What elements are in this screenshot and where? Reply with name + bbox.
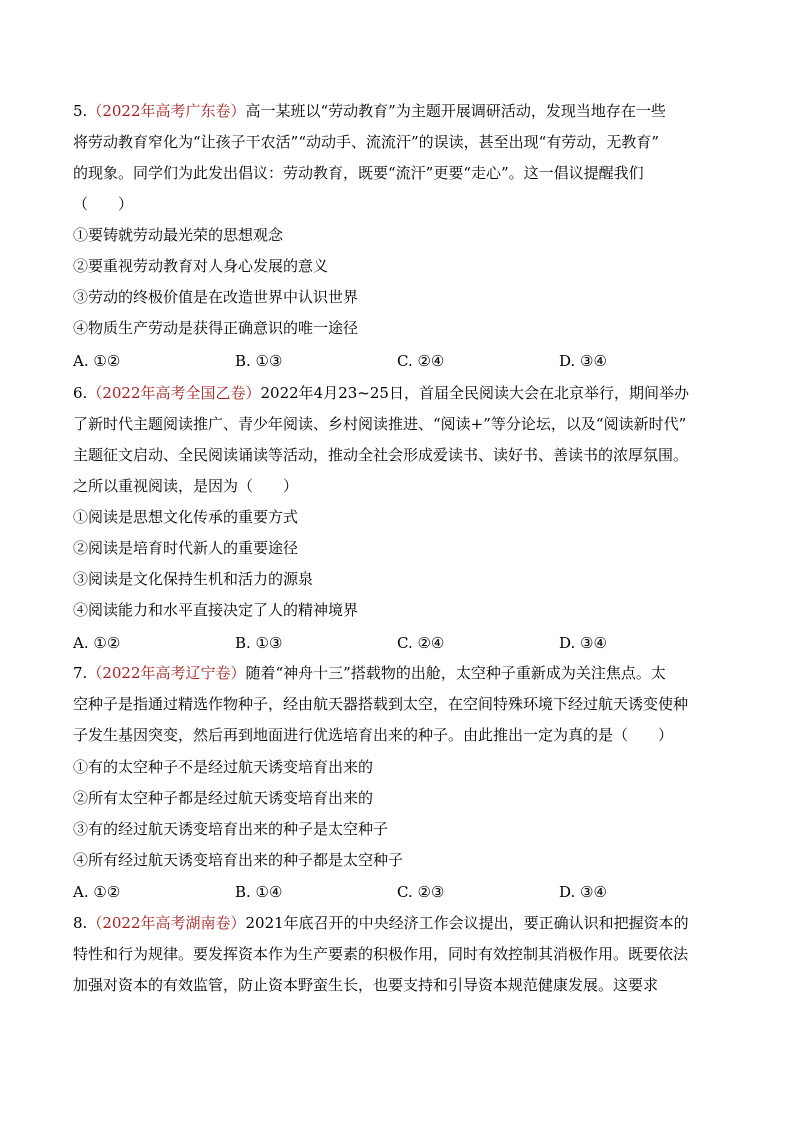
option-b: B. ①③ xyxy=(235,352,283,370)
question-8-stem-line-2: 特性和行为规律。要发挥资本作为生产要素的积极作用，同时有效控制其消极作用。既要依法 xyxy=(73,945,689,963)
question-5-options xyxy=(73,350,733,372)
option-c: C. ②④ xyxy=(397,634,445,652)
option-d: D. ③④ xyxy=(559,634,607,652)
question-8-stem-line-1 xyxy=(73,912,733,934)
option-c: C. ②③ xyxy=(397,883,445,901)
question-7-statement-1: ①有的太空种子不是经过航天诱变培育出来的 xyxy=(73,758,374,776)
question-number: 5. xyxy=(73,102,88,120)
question-6-stem-line-2: 了新时代主题阅读推广、青少年阅读、乡村阅读推进、“阅读+”等分论坛，以及“阅读新时代” xyxy=(73,415,687,433)
option-d: D. ③④ xyxy=(559,352,607,370)
option-d: D. ③④ xyxy=(559,883,607,901)
question-6-statement-1: ①阅读是思想文化传承的重要方式 xyxy=(73,508,299,526)
question-5-statement-1: ①要铸就劳动最光荣的思想观念 xyxy=(73,226,284,244)
question-7-statement-3: ③有的经过航天诱变培育出来的种子是太空种子 xyxy=(73,820,389,838)
option-b: B. ①③ xyxy=(235,634,283,652)
question-5-statement-2: ②要重视劳动教育对人身心发展的意义 xyxy=(73,257,329,275)
question-number: 6. xyxy=(73,384,88,402)
question-6-statement-4: ④阅读能力和水平直接决定了人的精神境界 xyxy=(73,601,359,619)
question-source: （2022年高考全国乙卷） xyxy=(87,384,261,402)
question-6-statement-3: ③阅读是文化保持生机和活力的源泉 xyxy=(73,570,314,588)
option-b: B. ①④ xyxy=(235,883,283,901)
question-7-stem-line-3: 子发生基因突变，然后再到地面进行优选培育出来的种子。由此推出一定为真的是（ ） xyxy=(73,726,674,744)
question-8-stem-line-3: 加强对资本的有效监管，防止资本野蛮生长，也要支持和引导资本规范健康发展。这要求 xyxy=(73,976,659,994)
option-a: A. ①② xyxy=(73,352,121,370)
question-6-stem-line-3: 主题征文启动、全民阅读诵读等活动，推动全社会形成爱读书、读好书、善读书的浓厚氛围。 xyxy=(73,446,689,464)
stem-text: 高一某班以“劳动教育”为主题开展调研活动，发现当地存在一些 xyxy=(245,102,666,120)
question-number: 8. xyxy=(73,914,88,932)
question-6-options xyxy=(73,632,733,654)
stem-text: 2022年4月23~25日，首届全民阅读大会在北京举行，期间举办 xyxy=(260,384,689,402)
stem-text: 2021年底召开的中央经济工作会议提出，要正确认识和把握资本的 xyxy=(245,914,689,932)
option-a: A. ①② xyxy=(73,634,121,652)
question-6-stem-line-4: 之所以重视阅读，是因为（ ） xyxy=(73,477,299,495)
stem-text: 随着“神舟十三”搭载物的出舱，太空种子重新成为关注焦点。太 xyxy=(245,664,666,682)
question-source: （2022年高考辽宁卷） xyxy=(87,664,246,682)
question-5-statement-4: ④物质生产劳动是获得正确意识的唯一途径 xyxy=(73,319,359,337)
question-6-stem-line-1 xyxy=(73,382,733,404)
question-5-stem-line-3: 的现象。同学们为此发出倡议：劳动教育，既要“流汗”更要“走心”。这一倡议提醒我们 xyxy=(73,164,644,182)
question-5-answer-blank: （ ） xyxy=(73,195,134,213)
option-c: C. ②④ xyxy=(397,352,445,370)
question-7-stem-line-2: 空种子是指通过精选作物种子，经由航天器搭载到太空，在空间特殊环境下经过航天诱变使种 xyxy=(73,695,689,713)
question-6-statement-2: ②阅读是培育时代新人的重要途径 xyxy=(73,539,299,557)
question-5-statement-3: ③劳动的终极价值是在改造世界中认识世界 xyxy=(73,288,359,306)
question-number: 7. xyxy=(73,664,88,682)
question-source: （2022年高考广东卷） xyxy=(87,102,246,120)
question-5-stem-line-2: 将劳动教育窄化为“让孩子干农活”“动动手、流流汗”的误读，甚至出现“有劳动，无教育” xyxy=(73,133,660,151)
question-7-statement-2: ②所有太空种子都是经过航天诱变培育出来的 xyxy=(73,789,374,807)
question-7-statement-4: ④所有经过航天诱变培育出来的种子都是太空种子 xyxy=(73,851,404,869)
question-7-options xyxy=(73,881,733,903)
question-7-stem-line-1 xyxy=(73,662,733,684)
question-5-stem-line-1 xyxy=(73,100,733,122)
question-source: （2022年高考湖南卷） xyxy=(87,914,246,932)
option-a: A. ①② xyxy=(73,883,121,901)
